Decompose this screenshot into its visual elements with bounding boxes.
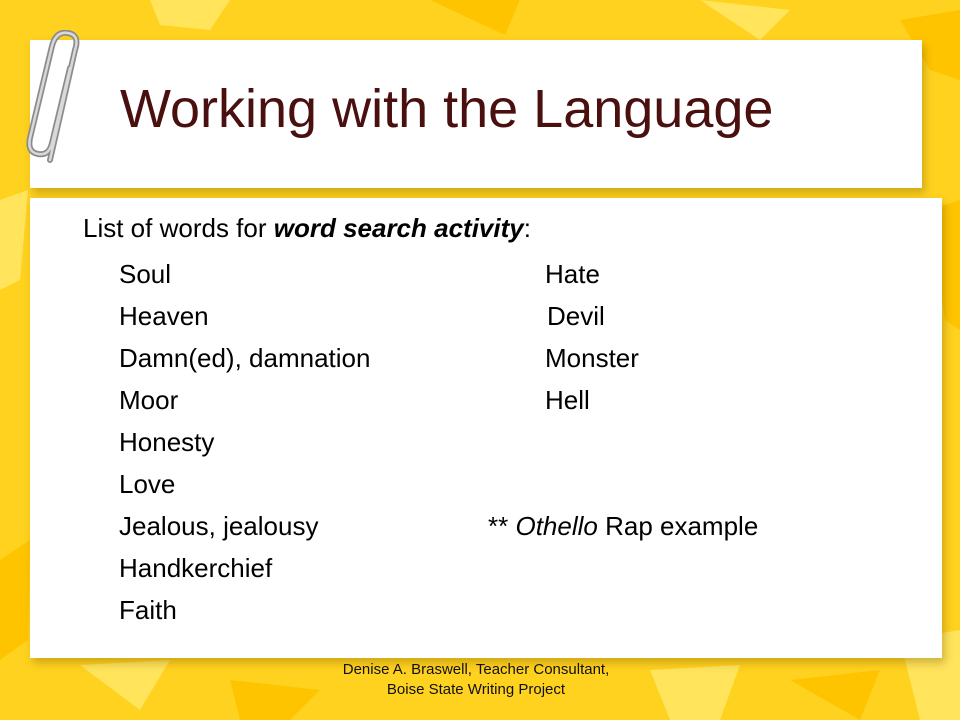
paperclip-icon (20, 30, 100, 170)
rap-example-note (488, 513, 758, 539)
rap-italic: Othello (515, 511, 598, 541)
intro-prefix: List of words for (83, 213, 274, 243)
rap-prefix: ** (488, 511, 516, 541)
word-left-moor: Moor (119, 385, 179, 415)
intro-emphasis: word search activity (273, 213, 524, 243)
slide-title: Working with the Language (120, 79, 774, 139)
word-left-jealous: Jealous, jealousy (119, 511, 319, 541)
word-left-heaven: Heaven (119, 301, 209, 331)
word-left-faith: Faith (119, 595, 177, 625)
intro-suffix: : (523, 213, 531, 243)
word-right-devil: Devil (547, 301, 605, 331)
word-right-monster: Monster (545, 343, 639, 373)
word-right-hate: Hate (545, 259, 600, 289)
rap-suffix: Rap example (597, 511, 759, 541)
word-left-love: Love (119, 469, 176, 499)
intro-line (83, 213, 531, 244)
word-right-hell: Hell (545, 385, 590, 415)
word-left-damned: Damn(ed), damnation (119, 343, 371, 373)
word-left-handkerchief: Handkerchief (119, 553, 273, 583)
footer-credit: Denise A. Braswell, Teacher Consultant, Boise State Writing Project (342, 661, 610, 698)
word-left-soul: Soul (119, 259, 172, 289)
word-left-honesty: Honesty (119, 427, 215, 457)
